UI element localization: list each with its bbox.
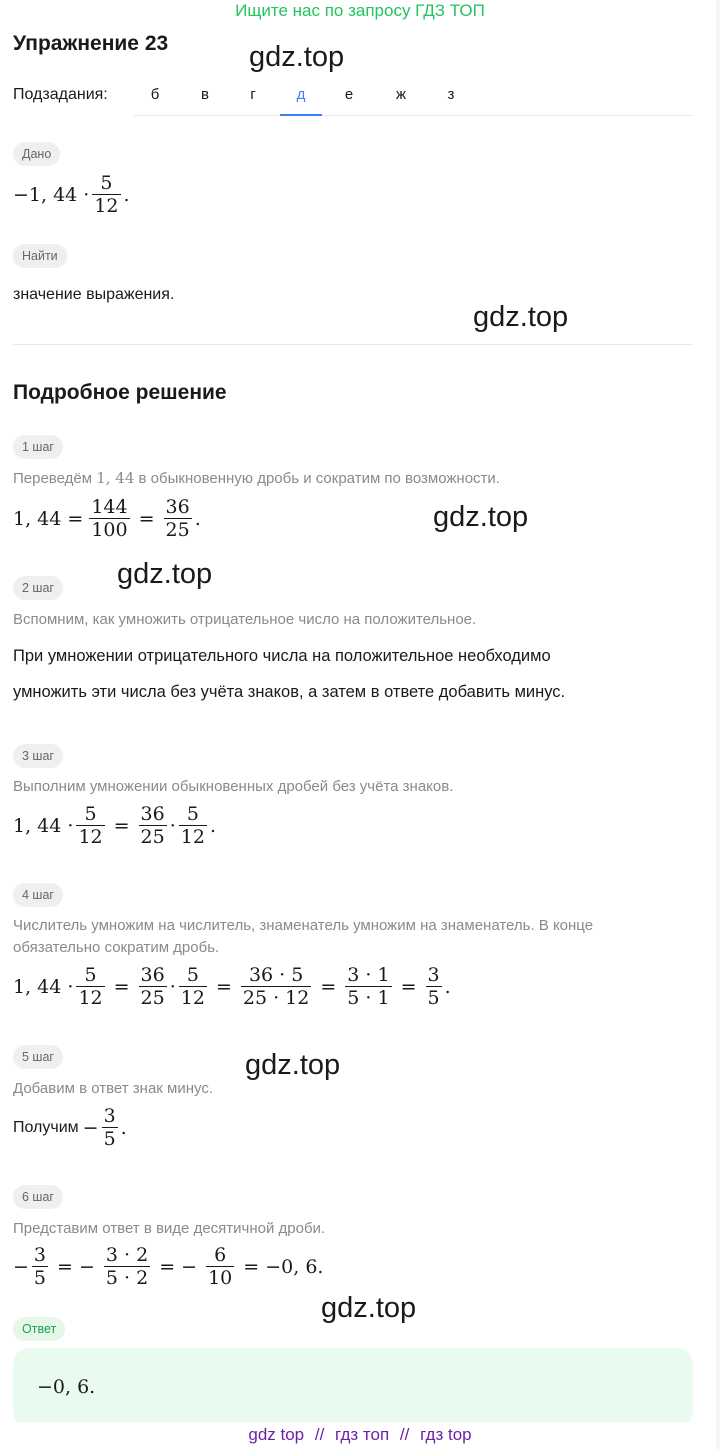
fraction-denominator: 25: [140, 987, 165, 1009]
step-4-badge: 4 шаг: [13, 883, 63, 907]
tab-b[interactable]: б: [150, 86, 160, 103]
step-5-result: [13, 1105, 127, 1150]
fraction: [179, 803, 207, 848]
answer-badge: Ответ: [13, 1317, 65, 1341]
footer-link[interactable]: гдз топ: [335, 1425, 390, 1444]
expr-suffix: .: [209, 814, 217, 837]
expr-suffix: .: [194, 507, 201, 530]
answer-value: −0, 6.: [37, 1376, 96, 1398]
hint-text: Переведём: [13, 470, 97, 487]
step-3-expression: [13, 803, 216, 848]
answer-box: [13, 1348, 693, 1428]
step-1-hint: [13, 467, 500, 490]
equals-sign: =: [215, 975, 232, 998]
fraction: [164, 496, 192, 541]
fraction-denominator: 12: [78, 987, 103, 1009]
equals-sign: =: [320, 975, 337, 998]
subtask-tabs: [134, 78, 693, 116]
footer-link[interactable]: гдз top: [420, 1425, 472, 1444]
divider: [13, 344, 693, 345]
expr-part: 1, 44 =: [13, 507, 84, 530]
equals-sign: =: [113, 814, 130, 837]
equals-minus: = −: [57, 1255, 95, 1278]
step-4-hint-line-1: Числитель умножим на числитель, знаменатель умножим на знаменатель. В конце: [13, 917, 594, 934]
given-suffix: .: [123, 183, 130, 206]
fraction-denominator: 12: [78, 826, 103, 848]
fraction: [426, 964, 442, 1009]
step-2-badge: 2 шаг: [13, 576, 63, 600]
minus-sign: −: [13, 1255, 29, 1278]
fraction-numerator: 36: [165, 496, 190, 518]
fraction: [76, 803, 104, 848]
tab-d[interactable]: д: [280, 78, 322, 116]
step-6-expression: [13, 1244, 329, 1289]
fraction-numerator: 5: [84, 964, 97, 986]
fraction-denominator: 25: [140, 826, 165, 848]
step-5-hint: Добавим в ответ знак минус.: [13, 1080, 213, 1097]
expr-suffix: .: [120, 1116, 127, 1139]
fraction-numerator: 3: [33, 1244, 47, 1266]
watermark: gdz.top: [249, 41, 345, 73]
watermark: gdz.top: [433, 501, 529, 533]
footer-link[interactable]: gdz top: [248, 1425, 305, 1444]
fraction-numerator: 5: [84, 803, 97, 825]
step-3-hint: Выполним умножении обыкновенных дробей без учёта знаков.: [13, 778, 454, 795]
fraction-denominator: 5 · 2: [105, 1267, 149, 1289]
fraction-numerator: 3 · 2: [105, 1244, 149, 1266]
multiply-sign: ·: [169, 975, 176, 998]
fraction: [89, 496, 129, 541]
fraction-numerator: 36: [140, 964, 165, 986]
step-4-expression: [13, 964, 451, 1009]
fraction-denominator: 25 · 12: [242, 987, 310, 1009]
fraction-numerator: 36: [140, 803, 165, 825]
fraction: [76, 964, 104, 1009]
tab-zh[interactable]: ж: [395, 86, 407, 103]
fraction-numerator: 5: [100, 172, 113, 194]
hint-text: в обыкновенную дробь и сократим по возможности.: [134, 470, 500, 487]
fraction: [32, 1244, 48, 1289]
tab-e[interactable]: е: [344, 86, 354, 103]
fraction-denominator: 12: [180, 987, 205, 1009]
given-prefix: −1, 44 ·: [13, 183, 90, 206]
fraction-denominator: 12: [94, 195, 119, 217]
equals-sign: =: [138, 507, 155, 530]
multiply-sign: ·: [169, 814, 176, 837]
fraction: [241, 964, 311, 1009]
footer-separator: //: [314, 1425, 325, 1444]
expr-suffix: .: [444, 975, 451, 998]
watermark: gdz.top: [473, 301, 569, 333]
step-2-rule-line-2: умножить эти числа без учёта знаков, а затем в ответе добавить минус.: [13, 683, 566, 701]
fraction-numerator: 6: [214, 1244, 227, 1266]
fraction-numerator: 144: [91, 496, 128, 518]
tab-z[interactable]: з: [447, 86, 455, 103]
hint-math: 1, 44: [96, 469, 135, 487]
step-3-badge: 3 шаг: [13, 744, 63, 768]
step-2-hint: Вспомним, как умножить отрицательное число на положительное.: [13, 611, 477, 628]
fraction-denominator: 10: [208, 1267, 233, 1289]
expr-part: 1, 44 ·: [13, 975, 74, 998]
fraction-denominator: 5: [33, 1267, 47, 1289]
fraction: [139, 964, 167, 1009]
given-expression: [13, 172, 130, 217]
step-6-hint: Представим ответ в виде десятичной дроби.: [13, 1220, 326, 1237]
step-4-hint-line-2: обязательно сократим дробь.: [13, 939, 220, 956]
scrollbar[interactable]: [716, 0, 720, 1449]
fraction: [179, 964, 207, 1009]
subtasks-label: Подзадания:: [13, 86, 108, 103]
fraction-numerator: 5: [186, 964, 199, 986]
footer-separator: //: [399, 1425, 410, 1444]
find-text: значение выражения.: [13, 286, 175, 303]
fraction: [102, 1105, 118, 1150]
fraction-numerator: 3 · 1: [347, 964, 390, 986]
fraction-denominator: 100: [91, 519, 128, 541]
watermark: gdz.top: [117, 558, 213, 590]
fraction-numerator: 3: [103, 1105, 116, 1127]
fraction-numerator: 5: [186, 803, 199, 825]
fraction-numerator: 36 · 5: [248, 964, 304, 986]
given-fraction: [92, 172, 120, 217]
given-badge: Дано: [13, 142, 60, 166]
equals-sign: =: [113, 975, 130, 998]
minus-sign: −: [82, 1116, 99, 1139]
step-1-badge: 1 шаг: [13, 435, 63, 459]
tab-v[interactable]: в: [201, 86, 209, 103]
equals-minus: = −: [159, 1255, 198, 1278]
search-banner: Ищите нас по запросу ГДЗ ТОП: [235, 1, 485, 20]
step-5-expression: [83, 1105, 127, 1150]
watermark: gdz.top: [245, 1049, 341, 1081]
solution-title: Подробное решение: [13, 381, 227, 404]
footer-links: [0, 1422, 720, 1449]
step-5-badge: 5 шаг: [13, 1045, 63, 1069]
fraction-denominator: 5 · 1: [347, 987, 390, 1009]
fraction-denominator: 5: [427, 987, 440, 1009]
fraction-denominator: 12: [180, 826, 205, 848]
expr-tail: = −0, 6.: [243, 1255, 324, 1278]
fraction: [104, 1244, 150, 1289]
step-1-expression: [13, 496, 201, 541]
tab-g[interactable]: г: [250, 86, 256, 103]
step-5-text: Получим: [13, 1118, 79, 1136]
equals-sign: =: [400, 975, 417, 998]
step-6-badge: 6 шаг: [13, 1185, 63, 1209]
fraction: [139, 803, 167, 848]
fraction-denominator: 25: [165, 519, 190, 541]
fraction: [345, 964, 391, 1009]
fraction-numerator: 3: [427, 964, 440, 986]
fraction-denominator: 5: [103, 1128, 116, 1150]
expr-part: 1, 44 ·: [13, 814, 74, 837]
page-title: Упражнение 23: [13, 32, 169, 55]
step-2-rule-line-1: При умножении отрицательного числа на положительное необходимо: [13, 647, 551, 665]
find-badge: Найти: [13, 244, 67, 268]
watermark: gdz.top: [321, 1292, 417, 1324]
fraction: [206, 1244, 234, 1289]
